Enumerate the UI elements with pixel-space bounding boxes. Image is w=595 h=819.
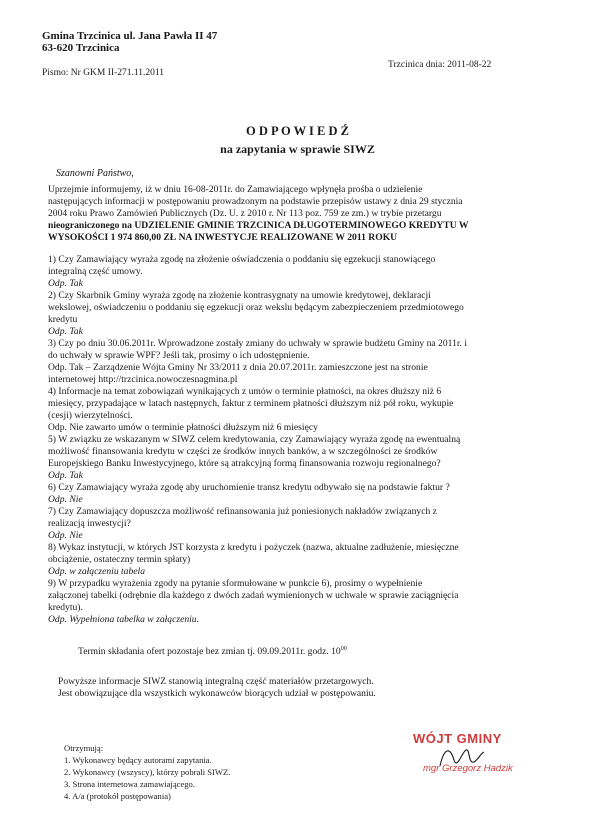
question-line: do uchwały w sprawie WPF? Jeśli tak, prosimy o ich udostępnienie. bbox=[48, 350, 310, 361]
document-subtitle: na zapytania w sprawie SIWZ bbox=[220, 142, 375, 156]
question-line: realizacją inwestycji? bbox=[48, 518, 131, 529]
question-line: możliwość finansowania kredytu w części ze środków innych banków, a w szczególności ze środków bbox=[48, 446, 438, 457]
question-line: 2) Czy Skarbnik Gminy wyraża zgodę na złożenie kontrasygnaty na umowie kredytowej, deklaracji bbox=[48, 290, 431, 301]
answer-line: Odp. w załączeniu tabela bbox=[48, 566, 145, 577]
answer-line: Odp. Tak bbox=[48, 278, 83, 289]
question-line: 6) Czy Zamawiający wyraża zgodę aby uruchomienie transz kredytu odbywało się na podstawie faktur ? bbox=[48, 482, 450, 493]
question-line: 5) W związku ze wskazanym w SIWZ celem kredytowania, czy Zamawiający wyraża zgodę na ewentualną bbox=[48, 434, 461, 445]
deadline-line bbox=[78, 646, 347, 657]
question-line: 9) W przypadku wyrażenia zgody na pytanie sformułowane w punkcie 6), prosimy o wypełnienie bbox=[48, 578, 423, 589]
question-line: 1) Czy Zamawiający wyraża zgodę na złożenie oświadczenia o poddaniu się egzekucji stanowiącego bbox=[48, 254, 436, 265]
question-line: 7) Czy Zamawiający dopuszcza możliwość refinansowania już poniesionych nakładów związanych z bbox=[48, 506, 437, 517]
question-line: kredytu). bbox=[48, 602, 83, 613]
answer-line: Odp. Nie bbox=[48, 494, 83, 505]
question-line: 8) Wykaz instytucji, w których JST korzysta z kredytu i pożyczek (nazwa, aktualne zadłużenie, miesięczne bbox=[48, 542, 459, 553]
recipient-item: 2. Wykonawcy (wszyscy), którzy pobrali SIWZ. bbox=[64, 767, 231, 777]
question-line: integralną część umowy. bbox=[48, 266, 143, 277]
recipient-item: 3. Strona internetowa zamawiającego. bbox=[64, 779, 196, 789]
stamp-signature: mgr Grzegorz Hadzik bbox=[423, 763, 513, 774]
stamp-title: WÓJT GMINY bbox=[413, 731, 502, 746]
closing-line: Jest obowiązujące dla wszystkich wykonawców biorących udział w postępowaniu. bbox=[58, 688, 376, 699]
handwritten-signature-icon bbox=[434, 742, 486, 772]
deadline-superscript: 00 bbox=[340, 646, 347, 652]
recipients-heading: Otrzymują: bbox=[64, 743, 104, 753]
intro-line: nieograniczonego na UDZIELENIE GMINIE TRZCINICA DŁUGOTERMINOWEGO KREDYTU W bbox=[48, 220, 469, 231]
question-line: (cesji) wierzytelności. bbox=[48, 410, 133, 421]
answer-line: Odp. Wypełniona tabelka w załączeniu. bbox=[48, 614, 199, 625]
question-line: 4) Informacje na temat zobowiązań wynikających z umów o terminie płatności, na okres dłuższy niż 6 bbox=[48, 386, 442, 397]
date-line: Trzcinica dnia: 2011-08-22 bbox=[388, 60, 492, 70]
question-line: Europejskiego Banku Inwestycyjnego, które są atrakcyjną formą finansowania rozwoju regionalnego? bbox=[48, 458, 441, 469]
sender-line-2: 63-620 Trzcinica bbox=[42, 42, 120, 54]
question-line: kredytu bbox=[48, 314, 78, 325]
answer-line: Odp. Tak bbox=[48, 470, 83, 481]
question-line: wekslowej, oświadczeniu o poddaniu się egzekucji oraz wekslu będącym zabezpieczeniem przedmiotowego bbox=[48, 302, 464, 313]
recipient-item: 1. Wykonawcy będący autorami zapytania. bbox=[64, 755, 212, 765]
document-title: O D P O W I E D Ź bbox=[245, 124, 350, 138]
closing-line: Powyższe informacje SIWZ stanowią integralną część materiałów przetargowych. bbox=[58, 676, 374, 687]
recipient-item: 4. A/a (protokół postępowania) bbox=[64, 791, 171, 801]
question-line: załączonej tabelki (odrębnie dla każdego z dwóch zadań wymienionych w uchwale w sprawie zaciągnięcia bbox=[48, 590, 459, 601]
intro-line: 2004 roku Prawo Zamówień Publicznych (Dz. U. z 2010 r. Nr 113 poz. 759 ze zm.) w trybie przetargu bbox=[48, 208, 442, 219]
answer-link[interactable]: internetowej http://trzcinica.nowoczesnagmina.pl bbox=[48, 374, 238, 385]
intro-line: następujących informacji w postępowaniu prowadzonym na podstawie przepisów ustawy z dnia 29 stycznia bbox=[48, 196, 463, 207]
sender-line-1: Gmina Trzcinica ul. Jana Pawła II 47 bbox=[42, 30, 218, 42]
deadline-text: Termin składania ofert pozostaje bez zmian tj. 09.09.2011r. godz. 10 bbox=[78, 646, 341, 658]
answer-line: Odp. Tak bbox=[48, 326, 83, 337]
question-line: obciążenie, ostateczny termin spłaty) bbox=[48, 554, 191, 565]
salutation: Szanowni Państwo, bbox=[56, 168, 134, 179]
answer-line: Odp. Tak – Zarządzenie Wójta Gminy Nr 33/2011 z dnia 20.07.2011r. zamieszczone jest na stronie bbox=[48, 362, 428, 373]
answer-line: Odp. Nie bbox=[48, 530, 83, 541]
question-line: miesięcy, przypadające w latach następnych, faktur z terminem płatności dłuższym niż pół roku, wykupie bbox=[48, 398, 454, 409]
answer-line: Odp. Nie zawarto umów o terminie płatności dłuższym niż 6 miesięcy bbox=[48, 422, 318, 433]
intro-line: Uprzejmie informujemy, iż w dniu 16-08-2011r. do Zamawiającego wpłynęła prośba o udzielenie bbox=[48, 184, 423, 195]
reference-number: Pismo: Nr GKM II-271.11.2011 bbox=[42, 68, 165, 78]
intro-line: WYSOKOŚCI 1 974 860,00 ZŁ NA INWESTYCJE REALIZOWANE W 2011 ROKU bbox=[48, 232, 398, 243]
question-line: 3) Czy po dniu 30.06.2011r. Wprowadzone zostały zmiany do uchwały w sprawie budżetu Gminy na 2011r. i bbox=[48, 338, 468, 349]
